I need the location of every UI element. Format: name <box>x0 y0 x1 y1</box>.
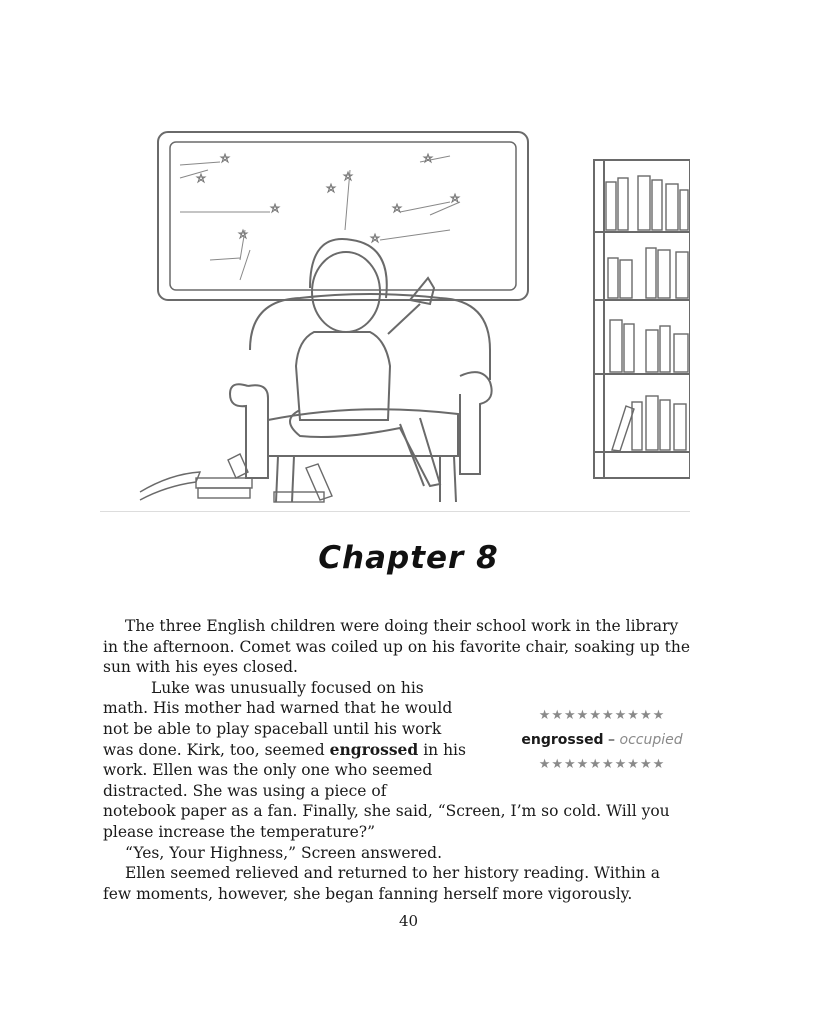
paragraph-2 <box>103 678 468 802</box>
vocab-word: engrossed <box>521 732 604 748</box>
window-frame <box>158 132 528 300</box>
page-number: 40 <box>398 912 419 930</box>
books <box>606 176 688 451</box>
window-inner <box>170 142 516 290</box>
paragraph-3: “Yes, Your Highness,” Screen answered. <box>125 843 442 862</box>
vocab-box <box>517 708 687 772</box>
paragraph-2-continued: in his work. Ellen was the only one who seemed distracted. She was using a piece of <box>103 740 466 800</box>
vocab-stars-bottom: ★★★★★★★★★★ <box>538 757 666 772</box>
paragraph-4: Ellen seemed relieved and returned to her history reading. Within a few moments, however, she began fanning herself more vigorously. <box>103 864 660 903</box>
floor-books <box>140 454 332 502</box>
vocab-definition: occupied <box>619 732 683 748</box>
paragraph-2-text: Luke was unusually focused on his math. His mother had warned that he would not be able to play spaceball until his work was done. Kirk, too, seemed <box>103 678 453 759</box>
vocab-stars-top: ★★★★★★★★★★ <box>538 708 666 723</box>
chapter-illustration <box>100 120 690 512</box>
shooting-stars <box>180 156 460 280</box>
armchair <box>230 294 492 502</box>
vocab-separator: – <box>603 732 620 748</box>
chapter-title: Chapter 8 <box>318 540 499 576</box>
paragraph-1: The three English children were doing their school work in the library in the afternoon. Comet was coiled up on his favorite chair, soaking up the sun with his eyes closed. <box>103 617 691 677</box>
vocab-entry <box>517 732 687 748</box>
paragraph-2-end: notebook paper as a fan. Finally, she said, “Screen, I’m so cold. Will you please increase the temperature?” <box>103 802 670 841</box>
girl-figure <box>290 239 440 486</box>
vocab-highlight: engrossed <box>329 739 419 759</box>
window-stars <box>197 154 459 242</box>
